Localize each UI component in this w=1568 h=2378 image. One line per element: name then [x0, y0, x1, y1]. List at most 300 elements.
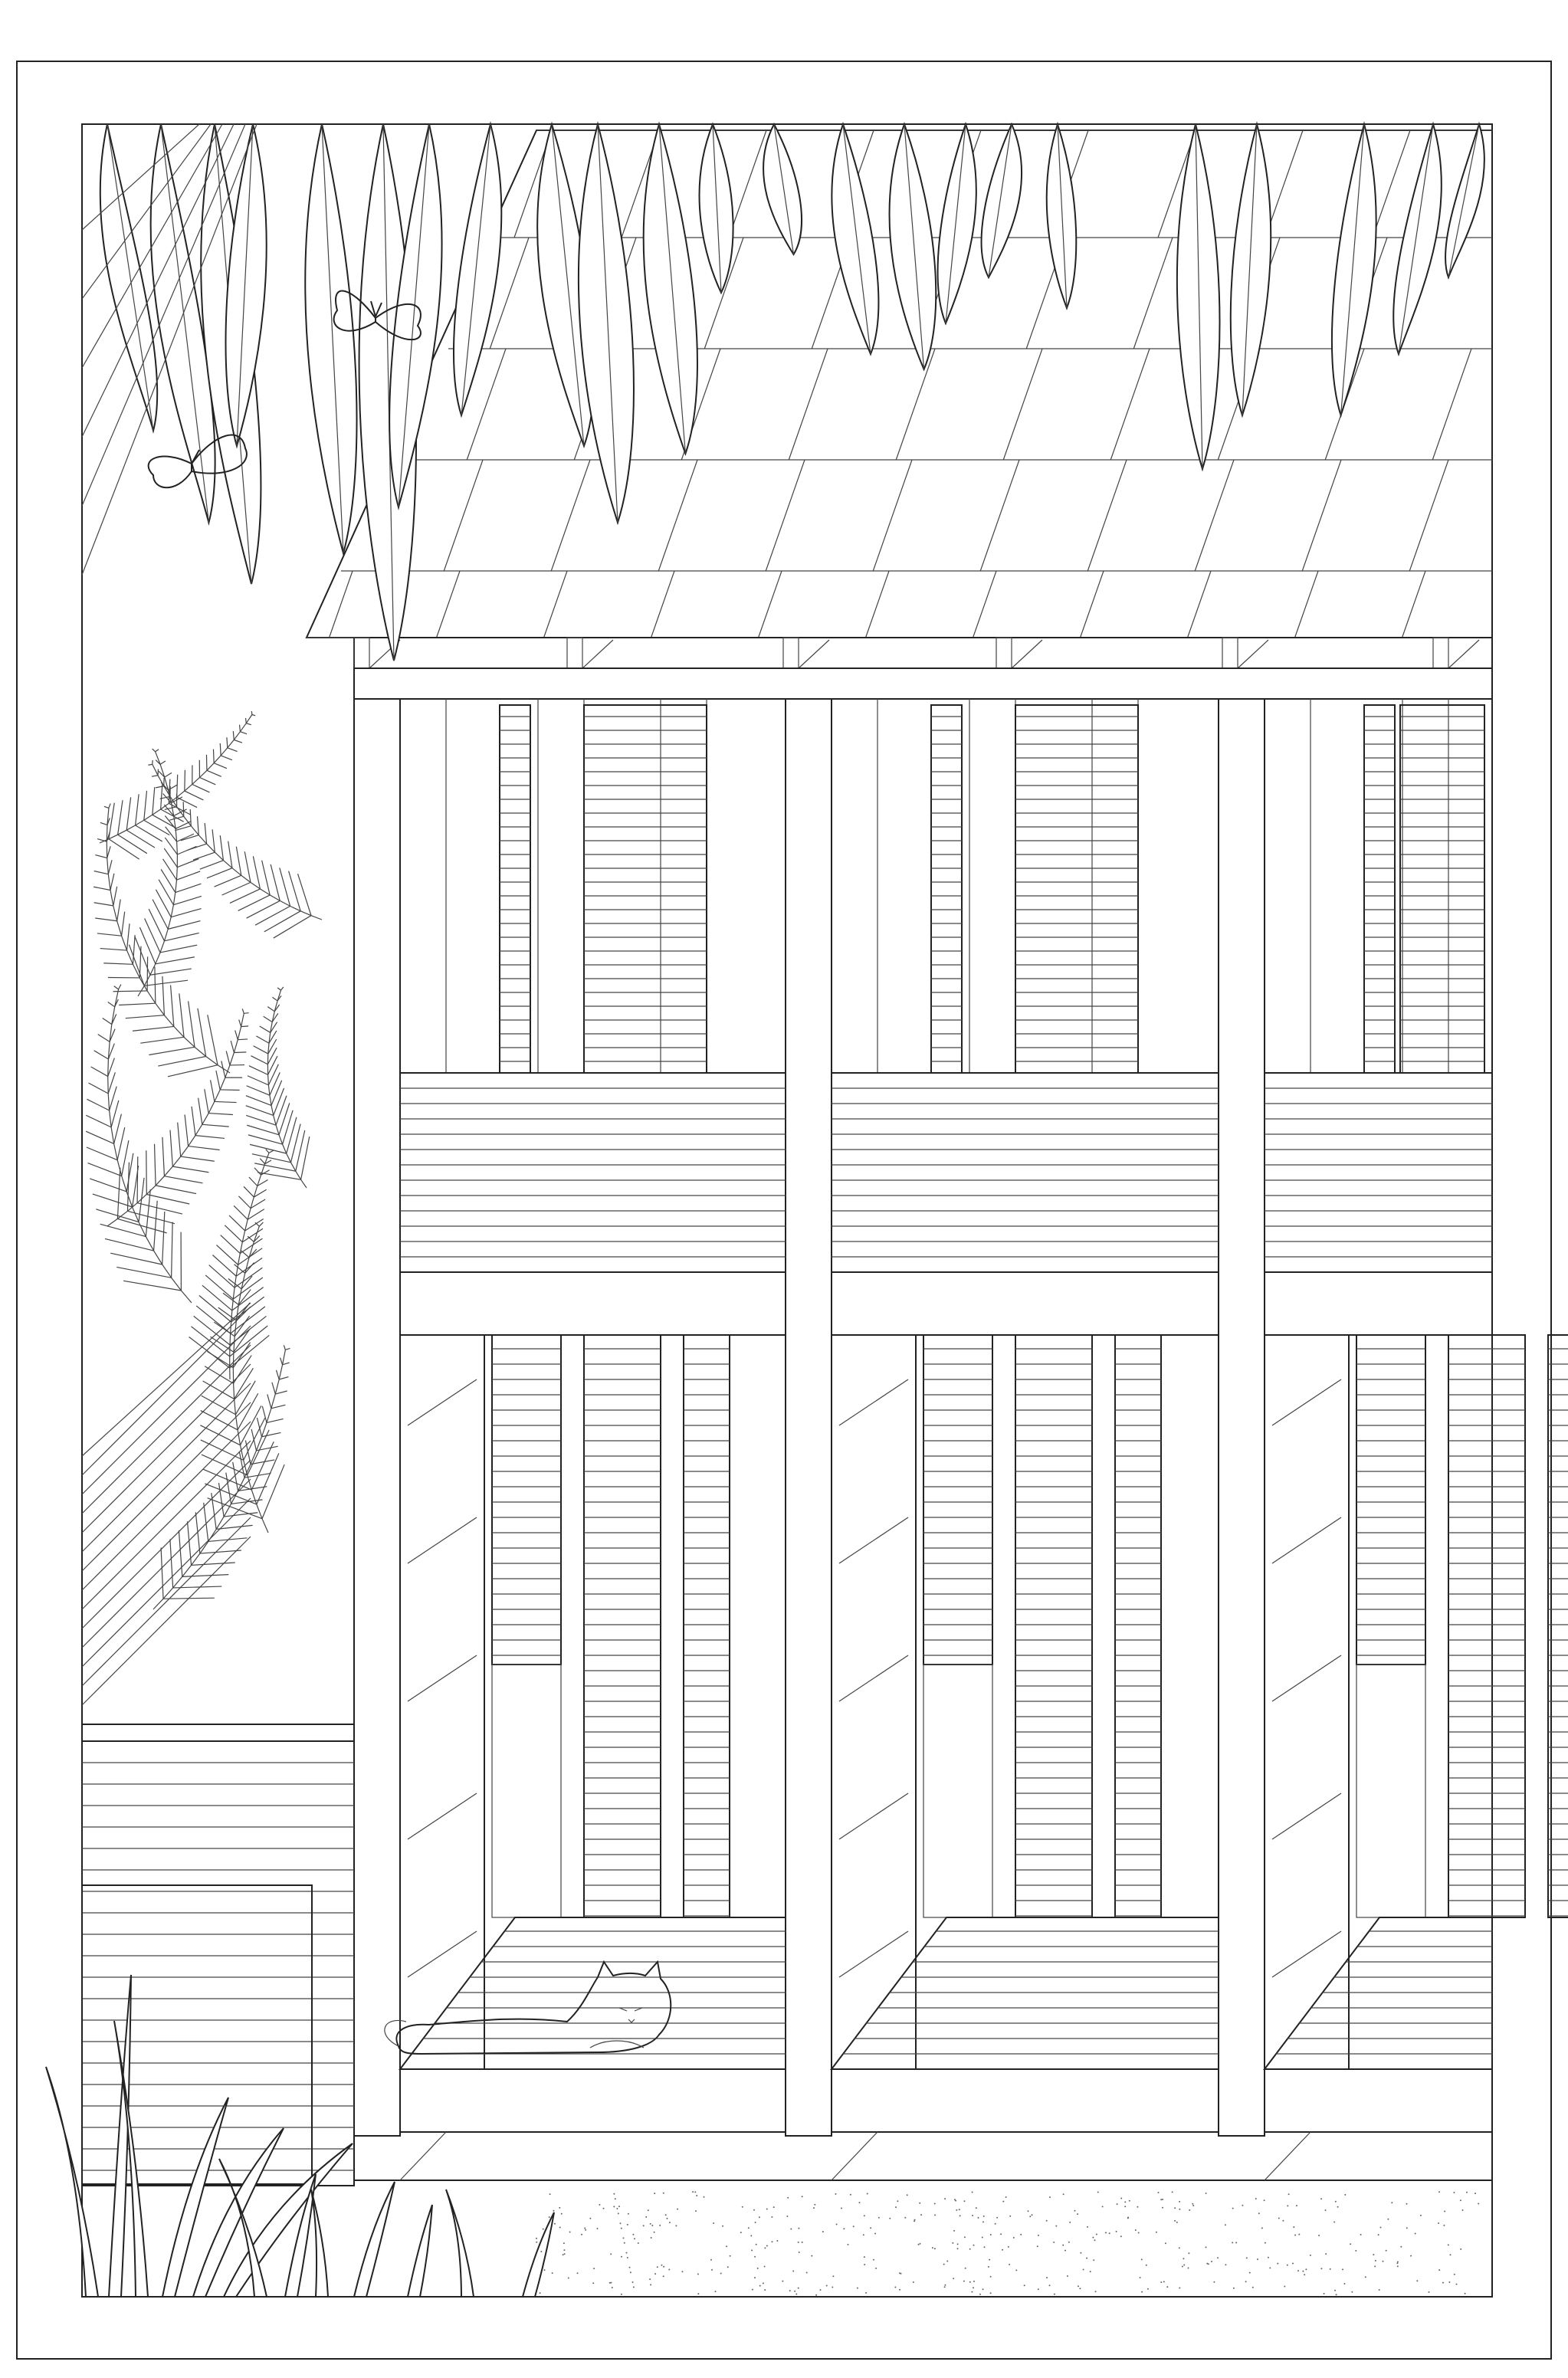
palm-leaflet: [95, 918, 116, 921]
palm-leaflet: [246, 718, 247, 723]
bracket-brace: [1012, 640, 1042, 668]
palm-leaflet: [164, 1176, 202, 1183]
ground-dot: [564, 2253, 566, 2255]
ground-dot: [863, 2234, 864, 2235]
palm-leaflet: [187, 844, 207, 851]
ground-dot: [1063, 2193, 1064, 2195]
palm-leaflet: [154, 1201, 158, 1251]
palm-leaflet: [225, 1225, 242, 1242]
grass-blade: [46, 2067, 98, 2297]
ground-dot: [959, 2209, 960, 2210]
ground-dot: [990, 2234, 992, 2235]
ground-dot: [889, 2218, 891, 2219]
palm-leaflet: [126, 830, 155, 848]
ground-dot: [820, 2289, 822, 2291]
roof-shingle-line: [444, 460, 483, 571]
ground-dot: [1080, 2252, 1081, 2254]
palm-leaflet: [270, 1072, 280, 1095]
ground-dot: [1024, 2285, 1025, 2286]
ground-dot: [1333, 2222, 1335, 2223]
palm-leaflet: [153, 749, 156, 752]
upper-railing: [1265, 1073, 1492, 1272]
ground-dot: [651, 2237, 652, 2239]
ground-dot: [1096, 2234, 1097, 2235]
palm-leaflet: [221, 756, 232, 760]
ground-dot: [989, 2259, 990, 2261]
palm-leaflet: [113, 887, 117, 906]
wall-hatch: [1272, 1931, 1341, 1977]
ground-dot: [798, 2242, 799, 2243]
ground-dot: [1172, 2191, 1173, 2193]
ground-dot: [1438, 2222, 1439, 2224]
canopy-leaf: [226, 124, 267, 446]
ground-dot: [1054, 2294, 1055, 2295]
ground-dot: [1397, 2262, 1399, 2263]
ground-dot: [759, 2216, 760, 2218]
ground-dot: [1335, 2201, 1337, 2203]
ground-dot: [754, 2256, 756, 2258]
wall-hatch: [1272, 1379, 1341, 1425]
ground-dot: [1282, 2220, 1284, 2222]
roof-shingle-line: [759, 571, 782, 638]
ground-dot: [722, 2225, 723, 2227]
upper-floor-bays: [400, 699, 1492, 1272]
palm-leaflet: [168, 1065, 218, 1077]
lower-shutter-left: [492, 1335, 561, 1665]
ground-dot: [1374, 2265, 1376, 2267]
ground-dot: [649, 2278, 651, 2280]
ground-dot: [1083, 2269, 1084, 2271]
palm-leaflet: [165, 772, 172, 777]
roof-shingle-line: [896, 349, 935, 460]
palm-leaflet: [283, 1363, 290, 1365]
plinth-diag: [832, 2132, 877, 2180]
ground-dot: [563, 2249, 565, 2251]
ground-dot: [1206, 2246, 1207, 2248]
ground-dot: [914, 2219, 916, 2221]
palm-leaflet: [160, 945, 197, 953]
palm-leaflet: [144, 980, 188, 986]
ground-dot: [964, 2236, 966, 2238]
ground-dot: [1192, 2205, 1194, 2206]
ground-dot: [613, 2193, 615, 2195]
palm-leaflet: [122, 912, 125, 936]
ground-dot: [1232, 2208, 1234, 2209]
ground-dot: [973, 2287, 974, 2288]
ground-dot: [895, 2206, 897, 2208]
ground-dot: [859, 2202, 861, 2203]
ground-dot: [1255, 2198, 1257, 2199]
ground-dot: [955, 2200, 956, 2202]
lower-wall-panel: [1265, 1335, 1349, 2069]
palm-leaflet: [146, 1150, 147, 1194]
ground-dot: [1429, 2291, 1430, 2293]
palm-leaflet: [246, 1115, 276, 1125]
ground-dot: [1242, 2205, 1243, 2206]
ground-dot: [549, 2216, 550, 2218]
ground-dot: [1406, 2203, 1408, 2205]
palm-leaflet: [137, 1156, 138, 1202]
palm-leaflet: [205, 1366, 233, 1383]
palm-leaflet: [185, 1114, 189, 1146]
ground-dot: [1450, 2254, 1452, 2255]
ground-dot: [1217, 2257, 1219, 2258]
ground-dot: [1046, 2220, 1048, 2222]
ground-dot: [650, 2284, 651, 2285]
shadow-hatch: [82, 1345, 251, 1514]
ground-dot: [543, 2229, 544, 2230]
ground-dot: [1454, 2274, 1455, 2275]
palm-leaflet: [231, 1041, 234, 1052]
palm-leaflet: [271, 1405, 286, 1409]
ground-dot: [616, 2208, 618, 2209]
palm-leaflet: [276, 1370, 279, 1379]
lower-wall-panel: [832, 1335, 916, 2069]
ground-dot: [865, 2292, 867, 2294]
leaf-edge-stroke: [82, 124, 199, 230]
ground-dot: [1249, 2272, 1251, 2274]
ground-dot: [668, 2269, 670, 2271]
ground-dot: [750, 2235, 752, 2236]
palm-leaflet: [284, 1345, 285, 1350]
palm-leaflet: [122, 1140, 129, 1176]
ground-dot: [1287, 2265, 1288, 2266]
ground-dot: [835, 2193, 837, 2195]
palm-leaflet: [269, 1150, 274, 1153]
palm-leaflet: [117, 1127, 125, 1160]
ground-dot: [1462, 2209, 1464, 2211]
palm-leaflet: [114, 1114, 122, 1144]
palm-leaflet: [257, 1418, 261, 1437]
ground-dot: [667, 2218, 668, 2219]
ground-dot: [1037, 2245, 1038, 2247]
ground-dot: [752, 2289, 753, 2291]
palm-leaflet: [146, 1189, 150, 1237]
palm-leaflet: [149, 909, 164, 941]
wall-hatch: [408, 1379, 477, 1425]
ground-dot: [748, 2227, 750, 2229]
ground-dot: [715, 2291, 717, 2292]
palm-leaflet: [283, 1110, 294, 1144]
grass-blade: [523, 2212, 554, 2297]
ground-dot: [665, 2214, 667, 2216]
ground-dot: [654, 2273, 656, 2275]
palm-leaflet: [181, 1156, 215, 1161]
ground-dot: [1375, 2260, 1376, 2262]
palm-leaflet: [246, 1106, 274, 1116]
ground-dot: [648, 2209, 649, 2211]
upper-railing: [400, 1073, 786, 1272]
ground-dot: [1189, 2209, 1190, 2211]
palm-leaflet: [220, 835, 223, 860]
ground-dot: [904, 2217, 906, 2219]
canopy-leaf: [579, 124, 634, 523]
ground-dot: [1093, 2259, 1094, 2261]
ground-dot: [1310, 2255, 1311, 2256]
roof-shingle-line: [1373, 130, 1410, 238]
palm-leaflet: [274, 1088, 284, 1116]
ground-dot: [1379, 2289, 1380, 2291]
ground-dot: [899, 2272, 900, 2274]
ground-dot: [853, 2225, 855, 2227]
ground-dot: [1095, 2291, 1097, 2292]
palm-leaflet: [244, 1013, 248, 1014]
ground-dot: [1165, 2242, 1166, 2244]
palm-leaflet: [244, 1418, 265, 1460]
ground-dot: [1453, 2192, 1455, 2193]
ground-dot: [979, 2294, 981, 2295]
ground-dot: [1320, 2198, 1322, 2199]
ground-dot: [577, 2272, 579, 2274]
palm-leaflet: [182, 1575, 228, 1577]
ground-dot: [1105, 2232, 1107, 2233]
ground-dot: [984, 2246, 986, 2248]
palm-leaflet: [145, 918, 160, 953]
palm-frond-stem: [100, 715, 252, 844]
shadow-hatch: [82, 1364, 251, 1533]
ground-dot: [618, 2206, 620, 2207]
ground-dot: [878, 2217, 880, 2219]
palm-leaflet: [234, 1052, 246, 1053]
upper-railing: [832, 1073, 1219, 1272]
ground-dot: [1000, 2233, 1002, 2235]
ground-dot: [996, 2217, 998, 2219]
ground-dot: [789, 2290, 791, 2291]
ground-dot: [1160, 2281, 1162, 2283]
ground-dot: [1265, 2242, 1266, 2244]
palm-leaflet: [171, 909, 201, 917]
ground-dot: [1009, 2216, 1011, 2217]
roof-shingle-line: [729, 130, 766, 238]
palm-leaflet: [287, 1117, 297, 1153]
ground-dot: [1206, 2193, 1207, 2194]
ground-dot: [1351, 2291, 1353, 2293]
palm-leaflet: [256, 1446, 277, 1451]
roof-shingle-line: [980, 460, 1019, 571]
palm-leaflet: [153, 787, 155, 815]
ground-dot: [995, 2223, 996, 2225]
palm-leaflet: [242, 1009, 244, 1013]
palm-leaflet: [212, 829, 215, 852]
palm-leaflet: [193, 852, 215, 860]
palm-leaflet: [105, 1238, 154, 1251]
roof-shingle-line: [1302, 460, 1341, 571]
bracket: [1222, 638, 1238, 668]
palm-leaflet: [202, 1124, 229, 1127]
canopy-leaf: [644, 124, 697, 454]
ground-dot: [1015, 2269, 1017, 2271]
palm-leaflet: [244, 851, 251, 882]
ground-dot: [755, 2222, 756, 2223]
palm-leaflet: [189, 1001, 195, 1047]
ground-dot: [692, 2191, 694, 2193]
ground-dot: [798, 2288, 799, 2289]
ground-dot: [782, 2281, 783, 2282]
palm-leaflet: [229, 1215, 245, 1231]
ground-dot: [584, 2228, 586, 2229]
palm-leaflet: [267, 1048, 277, 1064]
palm-leaflet: [198, 1098, 202, 1125]
palm-leaflet: [177, 797, 197, 807]
ground-dot: [610, 2282, 612, 2284]
palm-leaflet: [192, 1107, 195, 1136]
palm-leaflet: [226, 1051, 230, 1065]
ground-dot: [1318, 2235, 1320, 2236]
palm-leaflet: [108, 1072, 115, 1094]
palm-leaflet: [238, 1196, 251, 1209]
palm-leaflet: [244, 1186, 254, 1197]
ground-dot: [799, 2252, 800, 2253]
ground-dot: [794, 2291, 795, 2292]
palm-leaflet: [266, 1150, 269, 1153]
ground-dot: [1032, 2214, 1033, 2216]
wall-hatch: [408, 1931, 477, 1977]
palm-leaflet: [183, 802, 184, 816]
palm-leaflet: [235, 1031, 238, 1040]
wall-hatch: [408, 1517, 477, 1563]
ground-dot: [1182, 2266, 1183, 2268]
shadow-hatch: [82, 1383, 251, 1552]
canopy-leaf: [890, 124, 937, 369]
ground-dot: [1188, 2252, 1189, 2254]
ground-dot: [1002, 2201, 1004, 2203]
ground-dot: [563, 2254, 564, 2255]
ground-dot: [754, 2277, 756, 2278]
ground-dot: [540, 2251, 542, 2252]
ground-dot: [864, 2215, 865, 2216]
palm-leaflet: [262, 861, 271, 895]
palm-leaflet: [90, 1179, 126, 1192]
lower-shutter-right: [1115, 1335, 1161, 1917]
ground-dot: [1355, 2250, 1356, 2252]
palm-leaflet: [110, 1087, 117, 1110]
palm-leaflet: [280, 868, 290, 906]
palm-leaflet: [87, 1099, 109, 1110]
palm-leaflet: [110, 1253, 162, 1264]
ground-dot: [1475, 2193, 1476, 2194]
palm-leaflet: [126, 923, 130, 950]
ground-dot: [1344, 2283, 1346, 2285]
palm-leaflet: [228, 841, 232, 868]
palm-leaflet: [108, 1058, 115, 1077]
columns: [354, 699, 1265, 2136]
palm-leaflet: [159, 880, 173, 905]
ground-dot: [959, 2215, 961, 2216]
palm-leaflet: [162, 1137, 165, 1176]
ground-dot: [764, 2266, 766, 2268]
palm-leaflet: [227, 737, 228, 748]
ground-dot: [773, 2206, 775, 2208]
ground-dot: [1163, 2281, 1165, 2282]
ground-dot: [792, 2271, 794, 2272]
palm-leaflet: [208, 1015, 218, 1064]
ground-dot: [1206, 2263, 1208, 2265]
palm-leaflet: [94, 903, 113, 906]
grass-blade: [446, 2189, 474, 2297]
ground-dot: [1068, 2242, 1070, 2243]
ground-dot: [568, 2278, 569, 2279]
ground-dot: [627, 2224, 628, 2225]
bracket: [354, 638, 369, 668]
ground-dot: [1064, 2250, 1066, 2252]
ground-dot: [841, 2208, 842, 2209]
ground-dot: [1174, 2207, 1176, 2209]
canopy-leaf: [832, 124, 878, 354]
roof-shingle-line: [866, 571, 889, 638]
shadow-hatch: [82, 1303, 251, 1456]
ground-dot: [1257, 2258, 1258, 2260]
palm-leaflet: [281, 987, 284, 990]
canopy-leaf: [1047, 124, 1077, 308]
palm-leaflet: [262, 1406, 267, 1423]
palm-leaflet: [280, 1358, 283, 1365]
palm-leaflet: [177, 775, 178, 798]
ground-dot: [944, 2286, 946, 2288]
ground-dot: [554, 2223, 556, 2225]
lower-shutter-left: [923, 1335, 992, 1665]
palm-leaflet: [254, 1163, 296, 1171]
ground-dot: [1140, 2277, 1141, 2278]
ground-dot: [772, 2241, 773, 2242]
ground-dot: [1258, 2212, 1260, 2214]
palm-leaflet: [158, 1056, 205, 1066]
ground-dot: [822, 2231, 824, 2232]
ground-dot: [597, 2228, 599, 2229]
ground-dot: [934, 2248, 936, 2249]
ground-dot: [1135, 2229, 1137, 2231]
ground-dot: [990, 2292, 992, 2294]
palm-leaflet: [200, 861, 224, 869]
ground-dot: [1292, 2263, 1294, 2265]
ground-dot: [1373, 2254, 1374, 2255]
palm-leaflet: [239, 1451, 244, 1478]
ground-dot: [1277, 2263, 1278, 2265]
ground-dot: [864, 2264, 865, 2265]
ground-dot: [1465, 2293, 1466, 2294]
shadow-hatch: [82, 1326, 251, 1494]
ground-dot: [873, 2259, 874, 2261]
palm-leaflet: [246, 1096, 271, 1106]
palm-leaflet: [108, 1002, 115, 1007]
ground-dot: [944, 2285, 946, 2286]
palm-leaflet: [235, 1381, 255, 1415]
palm-leaflet: [168, 921, 200, 930]
ground-dot: [988, 2266, 989, 2268]
ground-dot: [657, 2266, 658, 2268]
ground-dot: [613, 2206, 615, 2207]
palm-leaflet: [207, 770, 221, 776]
palm-leaflet: [234, 740, 242, 743]
ground-dot: [1102, 2206, 1104, 2207]
ground-dot: [1141, 2258, 1143, 2260]
ground-dot: [1137, 2206, 1138, 2208]
ground-dot: [972, 2192, 973, 2193]
palm-leaflet: [201, 1411, 238, 1430]
bracket: [567, 638, 582, 668]
palm-leaflet: [246, 723, 251, 725]
ground-dot: [897, 2200, 898, 2202]
ground-dot: [612, 2287, 613, 2288]
palm-leaflet: [89, 1083, 109, 1094]
ground-dot: [697, 2293, 699, 2294]
ground-dot: [943, 2264, 945, 2265]
ground-dot: [599, 2204, 600, 2206]
palm-leaflet: [207, 868, 232, 878]
palm-leaflet: [178, 1123, 181, 1156]
ground-dot: [953, 2230, 955, 2232]
palm-leaflet: [268, 1056, 277, 1074]
palm-leaflet: [126, 797, 130, 830]
